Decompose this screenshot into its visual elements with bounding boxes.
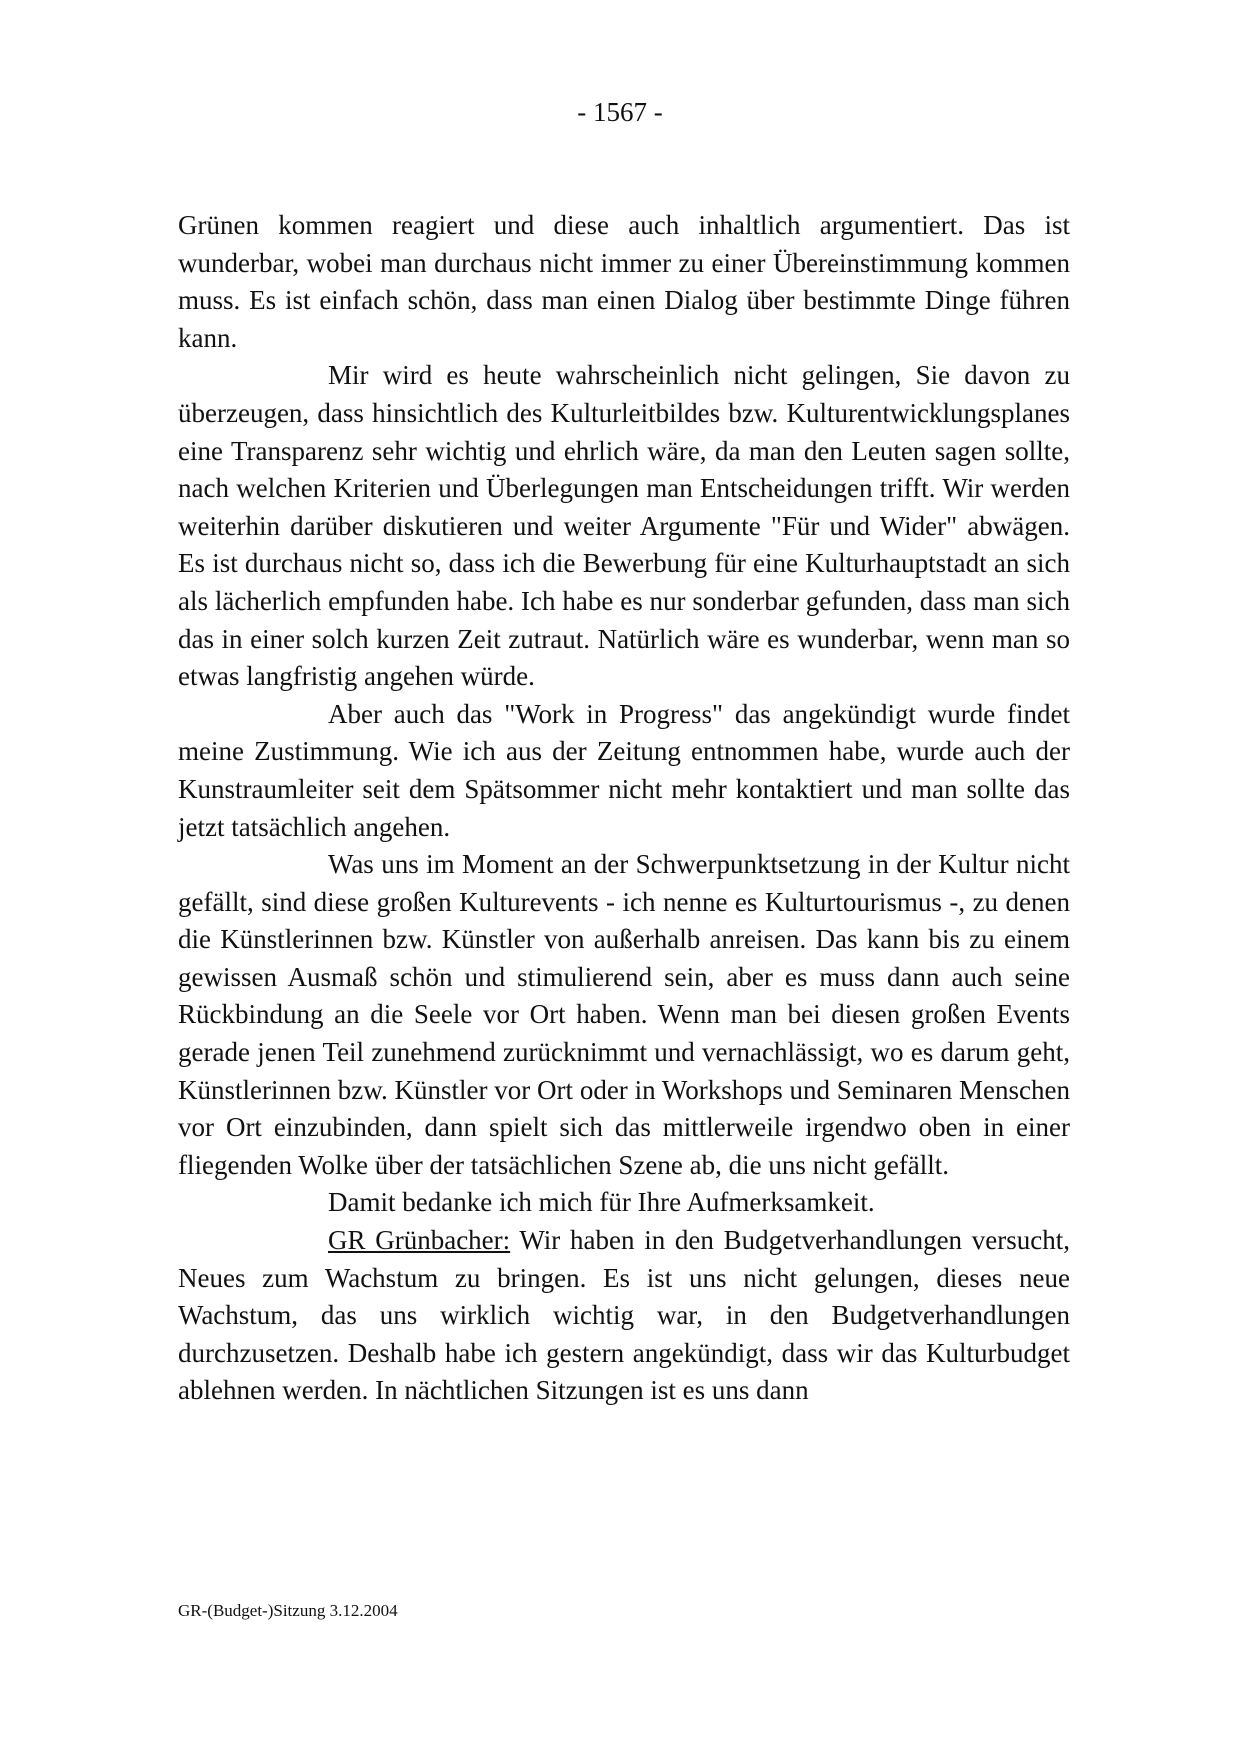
paragraph: Aber auch das "Work in Progress" das angekündigt wurde findet meine Zustimmung. Wie ich aus der Zeitung entnommen habe, wurde auch der Kunstraumleiter seit dem Spätsommer nicht mehr kontaktiert und man sollte das jetzt tatsächlich angehen. [178, 698, 1070, 842]
page-number: - 1567 - [577, 97, 663, 127]
document-body [178, 207, 1070, 1410]
footer: GR-(Budget-)Sitzung 3.12.2004 [178, 1601, 398, 1620]
paragraph: Grünen kommen reagiert und diese auch inhaltlich argumentiert. Das ist wunderbar, wobei man durchaus nicht immer zu einer Übereinstimmung kommen muss. Es ist einfach schön, dass man einen Dialog über bestimmte Dinge führen kann. [178, 210, 1070, 353]
speaker-name: GR Grünbacher: [328, 1225, 511, 1256]
paragraph: Damit bedanke ich mich für Ihre Aufmerksamkeit. [328, 1187, 875, 1218]
paragraph: Mir wird es heute wahrscheinlich nicht gelingen, Sie davon zu überzeugen, dass hinsichtlich des Kulturleitbildes bzw. Kulturentwicklungsplanes eine Transparenz sehr wichtig und ehrlich wäre, da man den Leuten sagen sollte, nach welchen Kriterien und Überlegungen man Entscheidungen trifft. Wir werden weiterhin darüber diskutieren und weiter Argumente "Für und Wider" abwägen. Es ist durchaus nicht so, dass ich die Bewerbung für eine Kulturhauptstadt an sich als lächerlich empfunden habe. Ich habe es nur sonderbar gefunden, dass man sich das in einer solch kurzen Zeit zutraut. Natürlich wäre es wunderbar, wenn man so etwas langfristig angehen würde. [178, 360, 1070, 692]
speech-text: Wir haben in den Budgetverhandlungen versucht, Neues zum Wachstum zu bringen. Es ist uns nicht gelungen, dieses neue Wachstum, das uns wirklich wichtig war, in den Budgetverhandlungen durchzusetzen. Deshalb habe ich gestern angekündigt, dass wir das Kulturbudget ablehnen werden. In nächtlichen Sitzungen ist es uns dann [178, 1225, 1070, 1406]
paragraph: Was uns im Moment an der Schwerpunktsetzung in der Kultur nicht gefällt, sind diese großen Kulturevents - ich nenne es Kulturtourismus -, zu denen die Künstlerinnen bzw. Künstler von außerhalb anreisen. Das kann bis zu einem gewissen Ausmaß schön und stimulierend sein, aber es muss dann auch seine Rückbindung an die Seele vor Ort haben. Wenn man bei diesen großen Events gerade jenen Teil zunehmend zurücknimmt und vernachlässigt, wo es darum geht, Künstlerinnen bzw. Künstler vor Ort oder in Workshops und Seminaren Menschen vor Ort einzubinden, dann spielt sich das mittlerweile irgendwo oben in einer fliegenden Wolke über der tatsächlichen Szene ab, die uns nicht gefällt. [178, 849, 1070, 1180]
speech-paragraph [178, 1222, 1070, 1410]
